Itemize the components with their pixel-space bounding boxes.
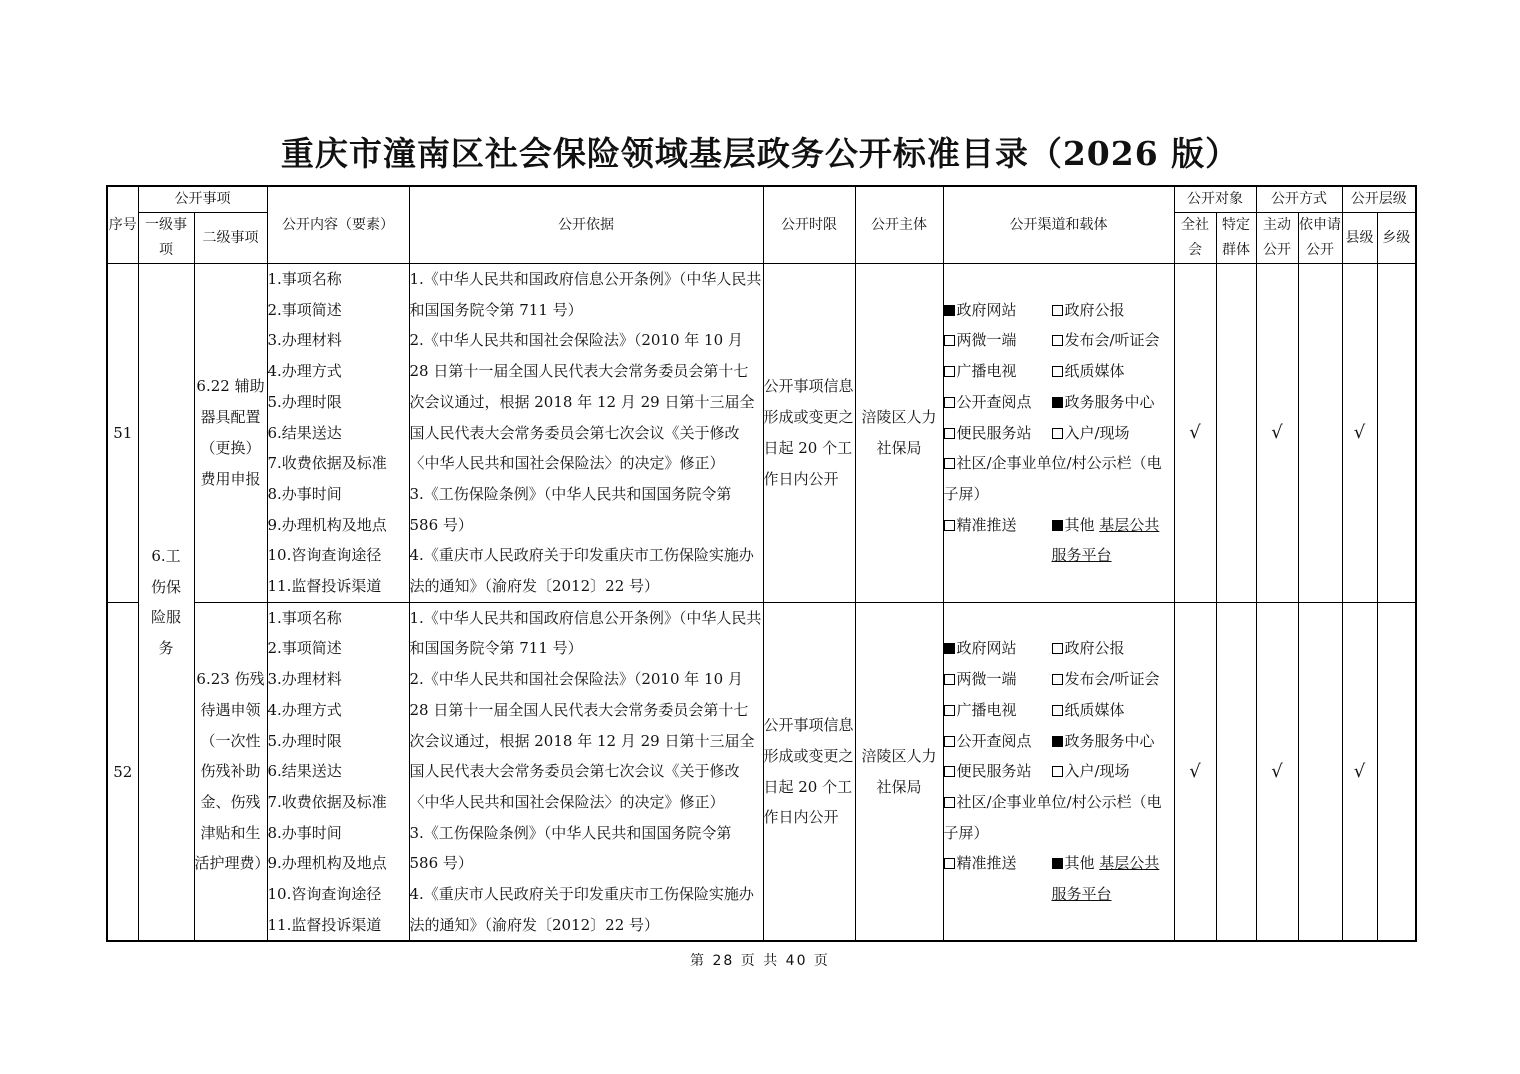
table-row <box>107 264 1416 603</box>
content-element: 10.咨询查询途径 <box>267 885 382 904</box>
content-element: 5.办理时限 <box>267 392 342 411</box>
channel-option <box>1052 726 1155 757</box>
channel-option <box>1052 325 1160 356</box>
channel-label: 两微一端 <box>956 331 1017 350</box>
header-level1: 一级事项 <box>138 213 194 264</box>
other-channel-value: 基层公共服务平台 <box>1051 854 1160 904</box>
level2-item-cell: 6.23 伤残待遇申领（一次性伤残补助金、伤残津贴和生活护理费） <box>194 602 267 941</box>
channel-label: 广播电视 <box>956 362 1017 381</box>
channel-label: 公开查阅点 <box>956 392 1032 411</box>
checked-box-icon <box>1052 858 1063 869</box>
table-body <box>107 264 1416 942</box>
content-element: 8.办事时间 <box>267 484 342 503</box>
content-element: 3.办理材料 <box>267 331 342 350</box>
content-element: 9.办理机构及地点 <box>267 515 387 534</box>
content-cell <box>267 264 409 603</box>
channel-option <box>944 356 1052 387</box>
header-level2: 二级事项 <box>194 213 267 264</box>
channel-option <box>944 756 1052 787</box>
checked-box-icon <box>1052 736 1063 747</box>
header-level: 公开层级 <box>1342 186 1416 213</box>
channel-label: 社区/企事业单位/村公示栏（电子屏） <box>943 454 1162 503</box>
header-time-limit: 公开时限 <box>763 186 855 264</box>
header-content: 公开内容（要素） <box>267 186 409 264</box>
check-level-town <box>1377 264 1416 603</box>
content-element: 2.事项简述 <box>267 300 342 319</box>
seq-cell: 51 <box>107 264 138 603</box>
channel-label: 发布会/听证会 <box>1064 331 1160 350</box>
channel-option <box>1052 295 1125 326</box>
content-element: 8.办事时间 <box>267 823 342 842</box>
channel-label: 社区/企事业单位/村公示栏（电子屏） <box>943 792 1162 842</box>
channel-option <box>944 793 1162 842</box>
content-element: 2.事项简述 <box>267 639 342 658</box>
unchecked-box-icon <box>944 766 955 777</box>
unchecked-box-icon <box>944 736 955 747</box>
check-method-active: √ <box>1256 264 1298 603</box>
content-element: 1.事项名称 <box>267 608 342 627</box>
channel-label: 纸质媒体 <box>1064 362 1125 381</box>
unchecked-box-icon <box>944 458 955 469</box>
channel-option <box>944 295 1052 326</box>
unchecked-box-icon <box>1052 428 1063 439</box>
channels-cell <box>943 264 1174 603</box>
channel-label: 两微一端 <box>956 670 1017 689</box>
level2-item-cell: 6.22 辅助器具配置（更换）费用申报 <box>194 264 267 603</box>
content-element: 10.咨询查询途径 <box>267 546 382 565</box>
unchecked-box-icon <box>1052 766 1063 777</box>
page-footer: 第 28 页 共 40 页 <box>690 953 830 969</box>
channel-label: 纸质媒体 <box>1064 700 1125 719</box>
channel-option <box>1052 756 1130 787</box>
channel-option <box>944 454 1162 503</box>
unchecked-box-icon <box>944 366 955 377</box>
content-element: 5.办理时限 <box>267 731 342 750</box>
channel-label: 政府公报 <box>1064 639 1125 658</box>
channel-label: 精准推送 <box>956 515 1017 534</box>
unchecked-box-icon <box>1052 335 1063 346</box>
subject-cell: 涪陵区人力社保局 <box>855 264 943 603</box>
unchecked-box-icon <box>944 705 955 716</box>
channel-option <box>944 418 1052 449</box>
unchecked-box-icon <box>1052 366 1063 377</box>
checked-box-icon <box>944 643 955 654</box>
channel-label: 其他 <box>1064 854 1095 873</box>
basis-item: 1.《中华人民共和国政府信息公开条例》（中华人民共和国国务院令第 711 号） <box>409 608 762 658</box>
unchecked-box-icon <box>944 858 955 869</box>
channel-option <box>944 510 1052 571</box>
basis-cell <box>409 264 763 603</box>
unchecked-box-icon <box>944 428 955 439</box>
header-seq: 序号 <box>107 186 138 264</box>
unchecked-box-icon <box>944 335 955 346</box>
header-target: 公开对象 <box>1174 186 1256 213</box>
channel-option <box>944 848 1052 909</box>
header-items: 公开事项 <box>138 186 267 213</box>
checked-box-icon <box>944 305 955 316</box>
content-element: 7.收费依据及标准 <box>267 792 387 811</box>
other-channel-value: 基层公共服务平台 <box>1051 515 1160 565</box>
time-limit-cell: 公开事项信息形成或变更之日起 20 个工作日内公开 <box>763 602 855 941</box>
basis-item: 2.《中华人民共和国社会保险法》（2010 年 10 月 28 日第十一届全国人民代表大会常务委员会第十七次会议通过，根据 2018 年 12 月 29 日第十三届全国人民代表大会常务委员会第七次会议《关于修改〈中华人民共和国社会保险法〉的决定》修正） <box>409 670 755 811</box>
channel-label: 其他 <box>1064 515 1095 534</box>
catalog-table <box>106 185 1417 942</box>
check-level-county: √ <box>1342 602 1377 941</box>
content-element: 11.监督投诉渠道 <box>267 577 382 596</box>
channel-label: 入户/现场 <box>1064 423 1130 442</box>
header-method-request: 依申请公开 <box>1298 213 1342 264</box>
table-row <box>107 602 1416 941</box>
content-element: 3.办理材料 <box>267 670 342 689</box>
unchecked-box-icon <box>1052 643 1063 654</box>
basis-item: 1.《中华人民共和国政府信息公开条例》（中华人民共和国国务院令第 711 号） <box>409 270 762 319</box>
basis-item: 4.《重庆市人民政府关于印发重庆市工伤保险实施办法的通知》（渝府发〔2012〕22 号） <box>409 546 754 596</box>
content-element: 1.事项名称 <box>267 270 342 288</box>
check-target-specific <box>1216 602 1256 941</box>
channel-label: 便民服务站 <box>956 423 1032 442</box>
seq-cell: 52 <box>107 602 138 941</box>
unchecked-box-icon <box>944 520 955 531</box>
basis-item: 2.《中华人民共和国社会保险法》（2010 年 10 月 28 日第十一届全国人民代表大会常务委员会第十七次会议通过，根据 2018 年 12 月 29 日第十三届全国人民代表大会常务委员会第七次会议《关于修改〈中华人民共和国社会保险法〉的决定》修正） <box>409 331 755 473</box>
header-channels: 公开渠道和载体 <box>943 186 1174 264</box>
channel-label: 公开查阅点 <box>956 731 1032 750</box>
table-header <box>107 186 1416 264</box>
unchecked-box-icon <box>944 674 955 685</box>
channel-option <box>944 633 1052 664</box>
check-method-request <box>1298 264 1342 603</box>
channel-option <box>944 325 1052 356</box>
subject-cell: 涪陵区人力社保局 <box>855 602 943 941</box>
channel-option <box>1052 633 1125 664</box>
content-cell <box>267 602 409 941</box>
unchecked-box-icon <box>1052 305 1063 316</box>
channel-option <box>944 726 1052 757</box>
level1-item-cell: 6.工伤保险服务 <box>138 264 194 942</box>
channel-label: 政府公报 <box>1064 300 1125 319</box>
basis-cell <box>409 602 763 941</box>
channel-label: 精准推送 <box>956 854 1017 873</box>
channel-label: 政府网站 <box>956 300 1017 319</box>
unchecked-box-icon <box>1052 674 1063 685</box>
channel-option <box>944 695 1052 726</box>
check-method-active: √ <box>1256 602 1298 941</box>
unchecked-box-icon <box>944 397 955 408</box>
check-level-town <box>1377 602 1416 941</box>
channel-option <box>1052 848 1174 909</box>
header-basis: 公开依据 <box>409 186 763 264</box>
channel-option <box>1052 356 1125 387</box>
channel-option <box>1052 418 1130 449</box>
content-element: 9.办理机构及地点 <box>267 854 387 873</box>
basis-item: 3.《工伤保险条例》（中华人民共和国国务院令第 586 号） <box>409 484 732 534</box>
time-limit-cell: 公开事项信息形成或变更之日起 20 个工作日内公开 <box>763 264 855 603</box>
channel-label: 入户/现场 <box>1064 762 1130 781</box>
check-target-all: √ <box>1174 602 1216 941</box>
channels-cell <box>943 602 1174 941</box>
content-element: 4.办理方式 <box>267 700 342 719</box>
channel-option <box>944 387 1052 418</box>
header-target-specific: 特定群体 <box>1216 213 1256 264</box>
channel-option <box>1052 510 1174 571</box>
content-element: 7.收费依据及标准 <box>267 454 387 473</box>
header-method: 公开方式 <box>1256 186 1342 213</box>
channel-label: 便民服务站 <box>956 762 1032 781</box>
channel-option <box>944 664 1052 695</box>
channel-label: 发布会/听证会 <box>1064 670 1160 689</box>
unchecked-box-icon <box>944 797 955 808</box>
content-element: 6.结果送达 <box>267 762 342 781</box>
channel-label: 政府网站 <box>956 639 1017 658</box>
header-level-town: 乡级 <box>1377 213 1416 264</box>
channel-label: 广播电视 <box>956 700 1017 719</box>
channel-option <box>1052 695 1125 726</box>
channel-option <box>1052 664 1160 695</box>
check-level-county: √ <box>1342 264 1377 603</box>
header-subject: 公开主体 <box>855 186 943 264</box>
header-level-county: 县级 <box>1342 213 1377 264</box>
checked-box-icon <box>1052 397 1063 408</box>
document-title: 重庆市潼南区社会保险领域基层政务公开标准目录（2026 版） <box>280 134 1240 173</box>
basis-item: 3.《工伤保险条例》（中华人民共和国国务院令第 586 号） <box>409 823 732 873</box>
unchecked-box-icon <box>1052 705 1063 716</box>
content-element: 11.监督投诉渠道 <box>267 915 382 934</box>
check-method-request <box>1298 602 1342 941</box>
checked-box-icon <box>1052 520 1063 531</box>
content-element: 4.办理方式 <box>267 362 342 381</box>
channel-option <box>1052 387 1155 418</box>
channel-label: 政务服务中心 <box>1064 731 1155 750</box>
channel-label: 政务服务中心 <box>1064 392 1155 411</box>
check-target-all: √ <box>1174 264 1216 603</box>
content-element: 6.结果送达 <box>267 423 342 442</box>
check-target-specific <box>1216 264 1256 603</box>
basis-item: 4.《重庆市人民政府关于印发重庆市工伤保险实施办法的通知》（渝府发〔2012〕22 号） <box>409 885 754 934</box>
header-method-active: 主动公开 <box>1256 213 1298 264</box>
header-target-all: 全社会 <box>1174 213 1216 264</box>
